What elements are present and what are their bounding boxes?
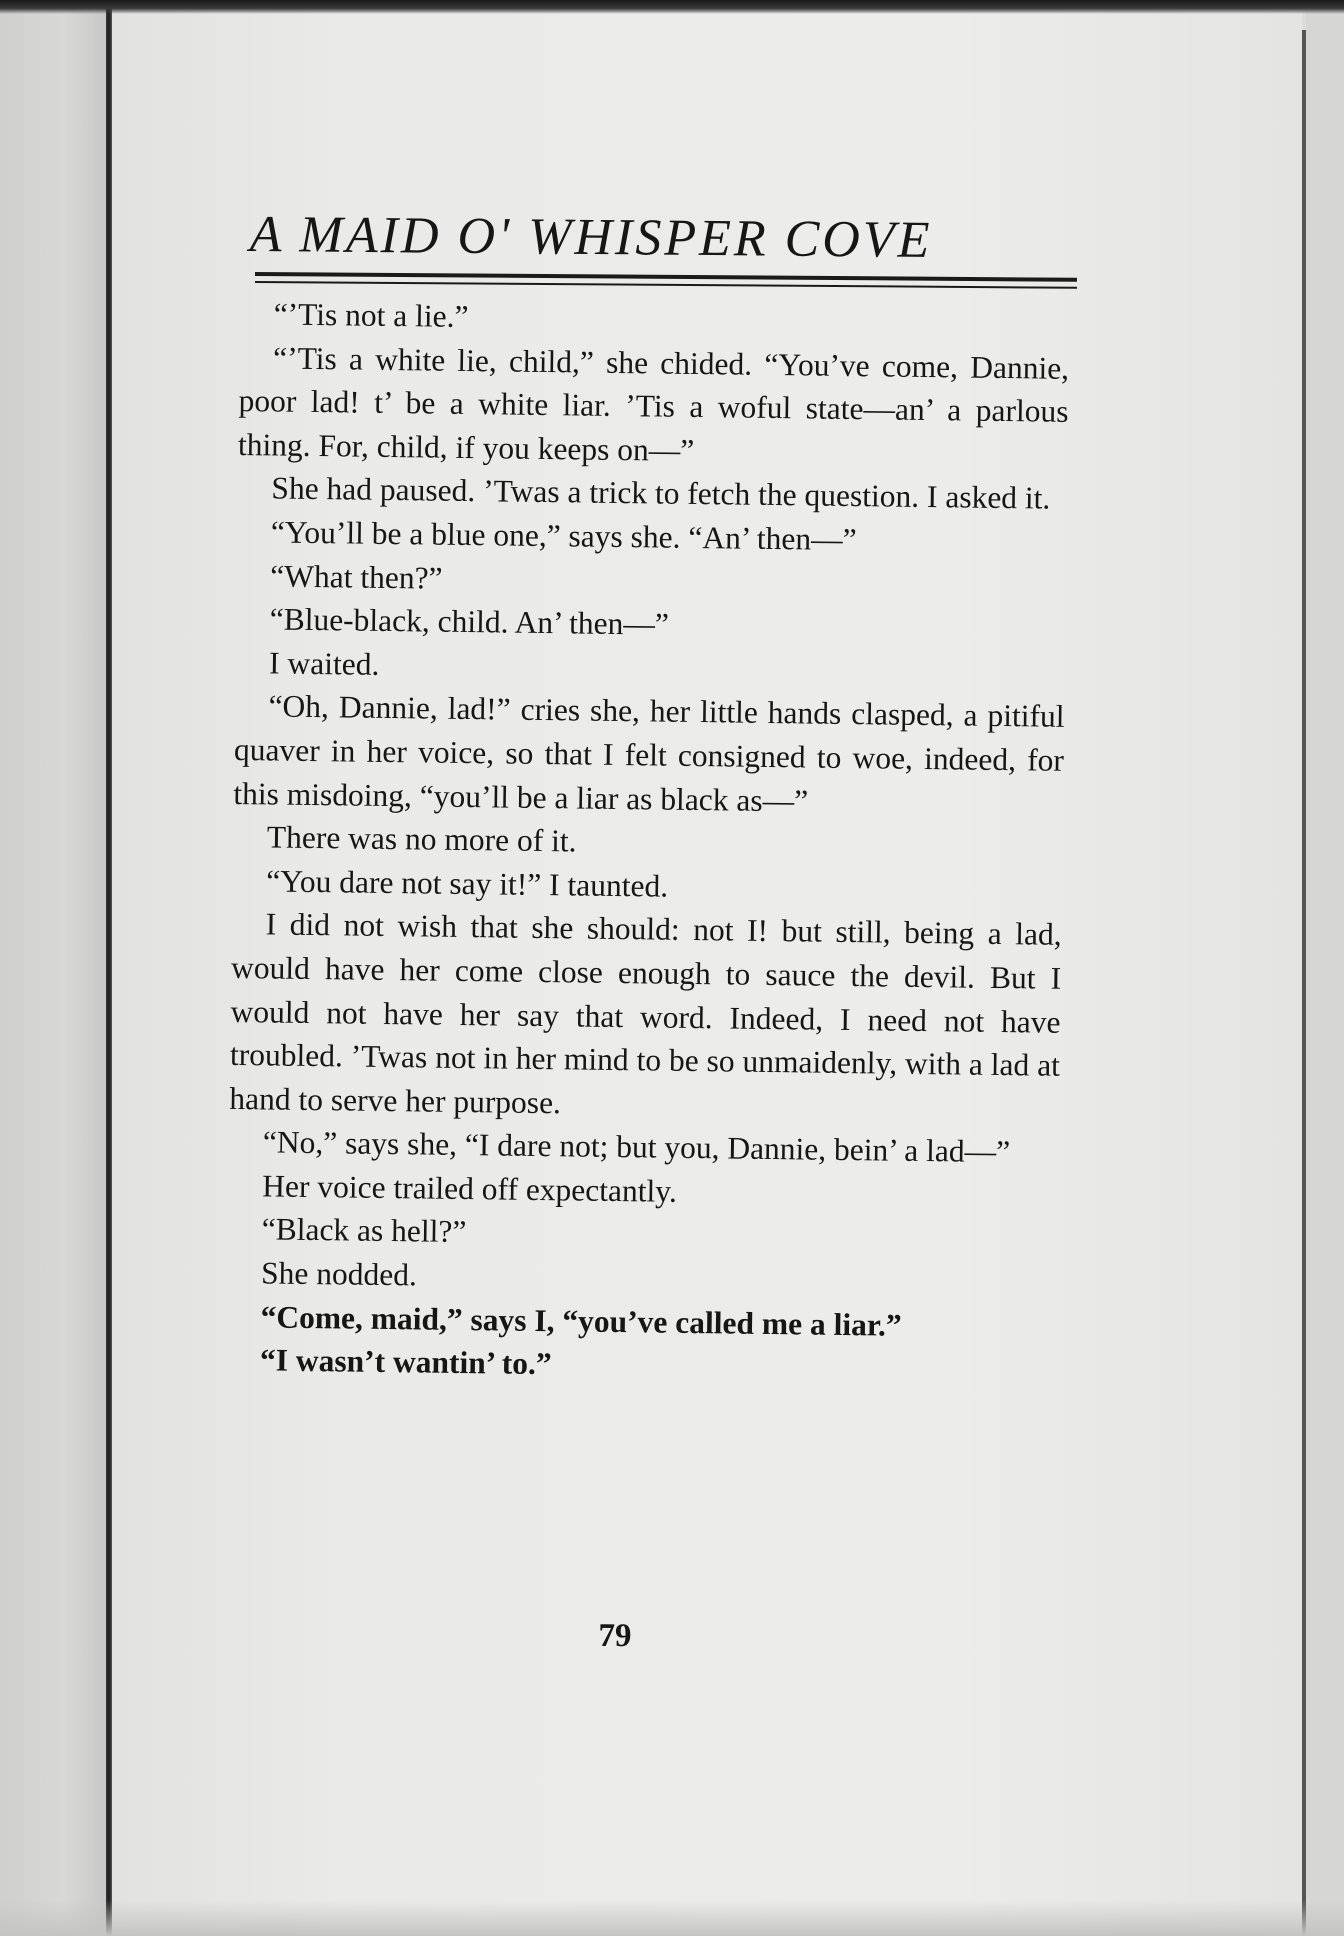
paragraph: I did not wish that she should: not I! but still, being a lad, would have her come close enough to sauce the devil. But I would not have her say that word. Indeed, I need not have troubled. ’Twas not in her mind to be so unmaidenly, with a lad at hand to serve her purpose. xyxy=(229,906,1062,1120)
scan-bottom-fade xyxy=(0,1900,1344,1936)
paragraph: “You dare not say it!” I taunted. xyxy=(266,863,669,904)
paragraph: “Come, maid,” says I, “you’ve called me a liar.” xyxy=(260,1299,902,1343)
paragraph: “What then?” xyxy=(270,557,443,596)
paragraph: “Black as hell?” xyxy=(261,1211,467,1250)
page-number: 79 xyxy=(598,1617,632,1655)
paragraph: “’Tis not a lie.” xyxy=(273,296,469,334)
paragraph: She nodded. xyxy=(260,1255,418,1293)
scan-right-margin xyxy=(1306,0,1344,1936)
paragraph: “Oh, Dannie, lad!” cries she, her little hands clasped, a pitiful quaver in her voice, so that I felt consigned to woe, indeed, for this misdoing, “you’ll be a liar as black as—” xyxy=(233,688,1065,819)
facing-page-edge xyxy=(0,0,106,1936)
paragraph: “’Tis a white lie, child,” she chided. “You’ve come, Dannie, poor lad! t’ be a white liar. ’Tis a woful state—an’ a parlous thing. For, child, if you keeps on—” xyxy=(237,340,1070,468)
paragraph: “No,” says she, “I dare not; but you, Dannie, bein’ a lad—” xyxy=(262,1124,1011,1170)
paragraph: Her voice trailed off expectantly. xyxy=(262,1168,678,1209)
paragraph: I waited. xyxy=(268,645,380,682)
paragraph: “I wasn’t wantin’ to.” xyxy=(259,1342,552,1382)
body-text xyxy=(226,292,1070,1393)
paragraph: She had paused. ’Twas a trick to fetch the question. I asked it. xyxy=(271,470,1051,516)
running-header: A MAID O' WHISPER COVE xyxy=(249,205,933,269)
scan-top-shadow xyxy=(0,0,1344,14)
paragraph: “You’ll be a blue one,” says she. “An’ then—” xyxy=(270,514,857,558)
paragraph: “Blue-black, child. An’ then—” xyxy=(269,601,670,642)
paragraph: There was no more of it. xyxy=(266,819,577,859)
